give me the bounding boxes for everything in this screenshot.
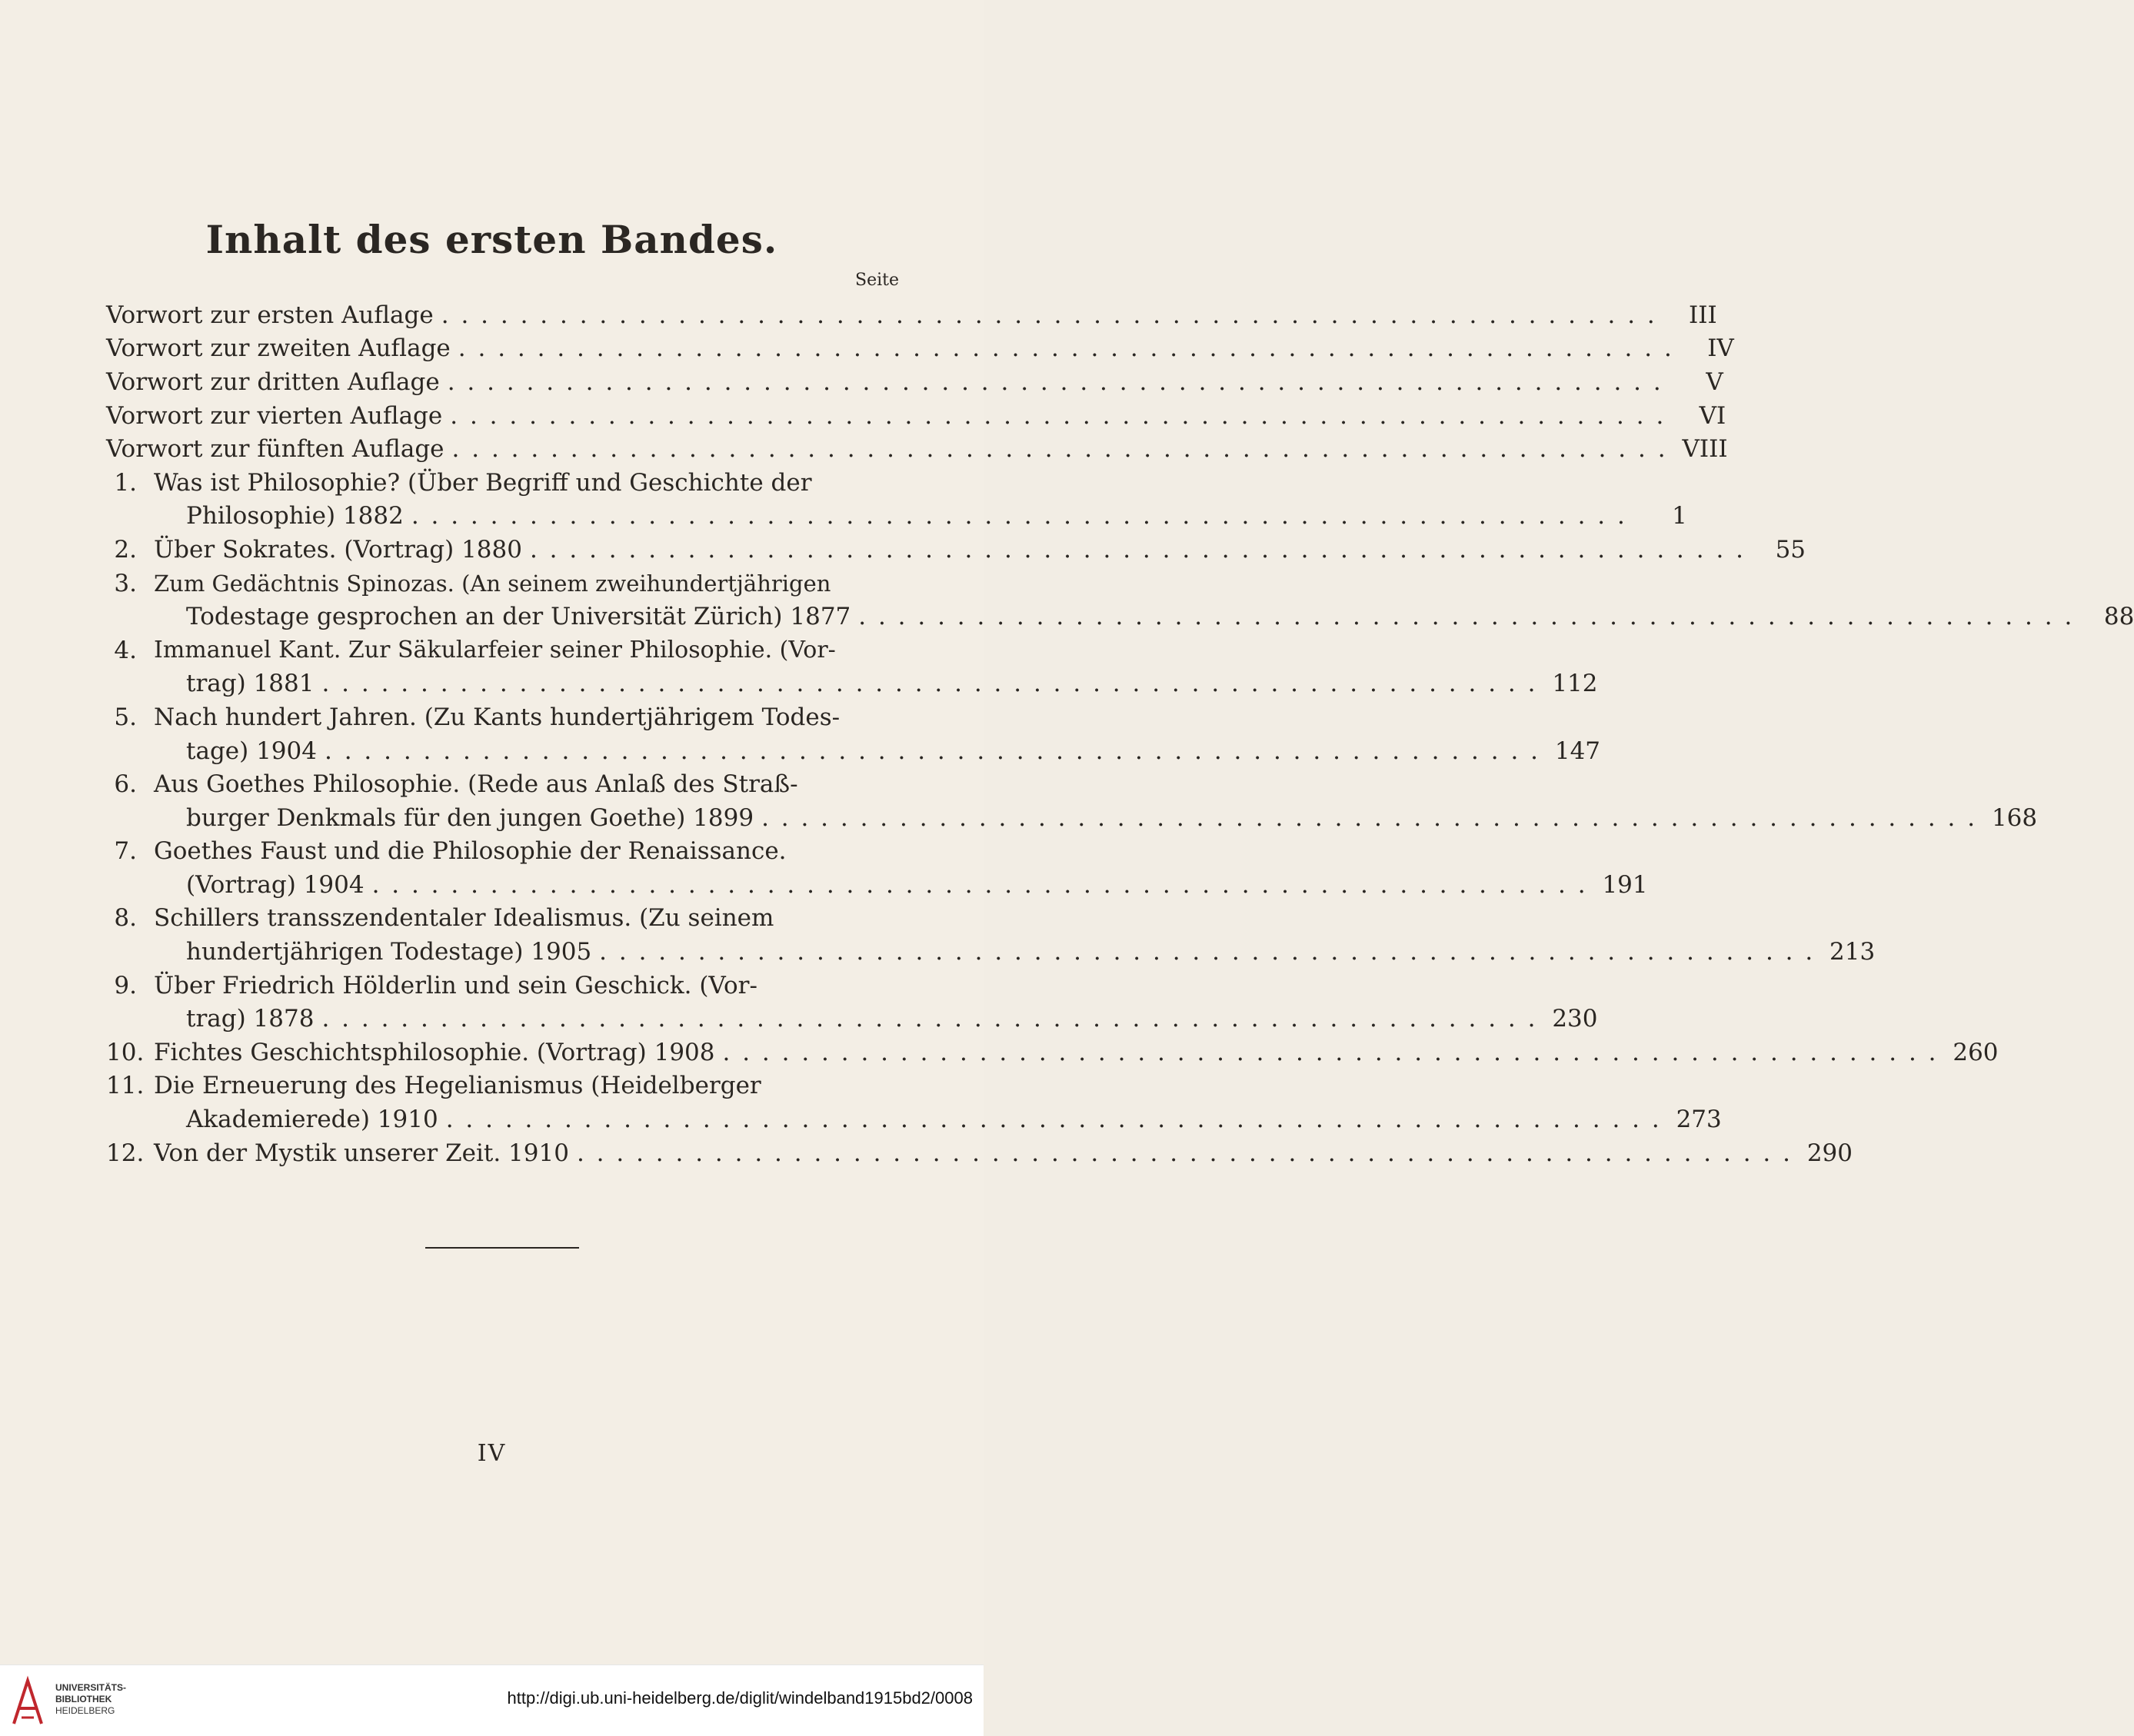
toc-entry-line [106,1069,900,1103]
toc-text: hundertjährigen Todestage) 1905 [186,938,592,966]
toc-preface-line [106,399,1726,433]
toc-text: Philosophie) 1882 [186,502,404,530]
toc-page-number: 88 [2103,603,2134,631]
seite-column-label: Seite [855,271,899,290]
toc-preface-line [106,432,1728,466]
toc-entry-number: 4. [114,636,137,664]
toc-entry-line [106,1102,1722,1136]
toc-entry-line [106,634,900,667]
toc-entry-line [106,902,900,936]
page-title: Inhalt des ersten Bandes. [205,217,778,262]
university-library-logo-icon [11,1678,45,1727]
toc-entry-number: 10. [106,1038,145,1066]
library-name-line: HEIDELBERG [55,1705,115,1716]
toc-entry-line [106,935,1876,969]
toc-entry-number: 12. [106,1139,145,1167]
toc-text: Vorwort zur dritten Auflage [106,367,440,396]
toc-page-number: 230 [1552,1005,1598,1033]
library-name [55,1682,126,1717]
toc-entry-line [106,835,900,869]
toc-entry-number: 9. [114,971,137,999]
toc-entry-line [106,667,1598,701]
toc-entry-line [106,767,900,801]
toc-entry-line [106,1136,1853,1170]
toc-text: Aus Goethes Philosophie. (Rede aus Anlaß des Straß- [154,770,798,799]
toc-text: Was ist Philosophie? (Über Begriff und Geschichte der [154,468,812,497]
toc-text: Nach hundert Jahren. (Zu Kants hundertjährigem Todes- [154,703,841,731]
toc-entry-line [106,700,900,734]
toc-entry-line [106,734,1601,768]
library-name-line: UNIVERSITÄTS- [55,1682,127,1693]
permalink-url[interactable]: http://digi.ub.uni-heidelberg.de/diglit/windelband1915bd2/0008 [507,1688,973,1708]
toc-entry-number: 3. [114,569,137,597]
toc-preface-line [106,365,1723,399]
toc-entry-line [106,868,1648,902]
toc-text: tage) 1904 [186,737,317,765]
toc-text: Immanuel Kant. Zur Säkularfeier seiner Philosophie. (Vor- [154,637,836,664]
toc-entry-number: 6. [114,770,137,799]
toc-page-number: VIII [1682,435,1728,464]
toc-page-number: 273 [1676,1106,1722,1134]
library-name-line: BIBLIOTHEK [55,1694,112,1704]
toc-text: Todestage gesprochen an der Universität Zürich) 1877 [186,603,851,631]
toc-page-number: 1 [1672,502,1687,530]
toc-page-number: 55 [1775,535,1806,564]
toc-text: Akademierede) 1910 [186,1106,438,1134]
toc-entry-line [106,801,2038,835]
toc-page-number: IV [1707,334,1734,363]
toc-entry-line [106,969,900,1003]
toc-page-number: 290 [1806,1139,1853,1167]
toc-page-number: 168 [1991,803,2038,832]
toc-text: Vorwort zur ersten Auflage [106,301,434,329]
toc-entry-number: 11. [106,1072,145,1100]
toc-text: (Vortrag) 1904 [186,870,365,899]
toc-entry-line [106,466,900,500]
toc-text: trag) 1878 [186,1005,315,1033]
toc-entry-number: 2. [114,535,137,564]
toc-text: Fichtes Geschichtsphilosophie. (Vortrag) 1908 [154,1038,715,1066]
toc-entry-line [106,1002,1598,1036]
toc-entry-line [106,1036,1999,1069]
toc-preface-line [106,298,1717,332]
horizontal-rule [425,1247,579,1249]
toc-entry-line [106,567,900,600]
toc-text: burger Denkmals für den jungen Goethe) 1899 [186,803,754,832]
page-folio: IV [477,1440,507,1467]
toc-text: trag) 1881 [186,670,315,698]
toc-entry-line [106,600,2134,634]
toc-entry-line [106,500,1687,534]
digitization-footer [0,1664,984,1736]
toc-page-number: 147 [1554,737,1601,765]
toc-text: Die Erneuerung des Hegelianismus (Heidelberger [154,1072,761,1100]
toc-text: Über Friedrich Hölderlin und sein Geschick. (Vor- [154,971,757,999]
toc-text: Schillers transszendentaler Idealismus. (Zu seinem [154,904,774,933]
toc-page-number: V [1706,367,1723,396]
toc-entry-number: 8. [114,904,137,933]
toc-page-number: III [1689,301,1717,329]
toc-text: Von der Mystik unserer Zeit. 1910 [154,1139,569,1167]
toc-entry-number: 5. [114,703,137,731]
toc-page-number: 191 [1602,870,1648,899]
toc-text: Vorwort zur zweiten Auflage [106,334,451,363]
toc-text: Vorwort zur vierten Auflage [106,401,443,430]
toc-preface-line [106,332,1734,366]
toc-text: Über Sokrates. (Vortrag) 1880 [154,535,522,564]
toc-page-number: VI [1699,401,1726,430]
toc-page-number: 260 [1953,1038,1999,1066]
toc-text: Goethes Faust und die Philosophie der Renaissance. [154,837,787,866]
toc-entry-number: 1. [114,468,137,497]
table-of-contents [106,298,2134,1169]
toc-text: Vorwort zur fünften Auflage [106,435,444,464]
toc-page-number: 112 [1552,670,1598,698]
toc-page-number: 213 [1829,938,1876,966]
toc-text: Zum Gedächtnis Spinozas. (An seinem zweihundertjährigen [154,570,831,597]
toc-entry-number: 7. [114,837,137,866]
toc-entry-line [106,533,1806,567]
